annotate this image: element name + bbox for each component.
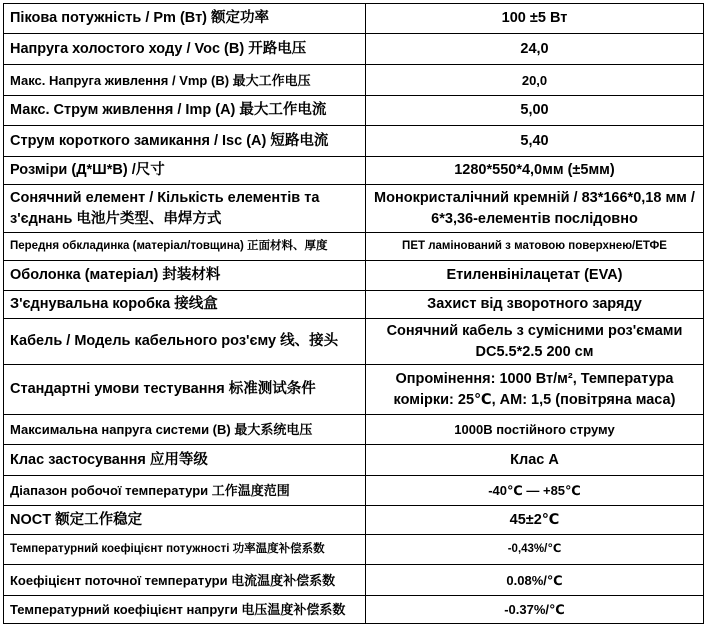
param-value: -40℃ — +85℃ <box>366 476 704 506</box>
param-value: 100 ±5 Вт <box>366 4 704 34</box>
table-row <box>4 506 704 535</box>
param-value: Клас А <box>366 445 704 476</box>
param-value: 5,00 <box>366 96 704 126</box>
param-label: Стандартні умови тестування 标准测试条件 <box>4 365 366 415</box>
param-label: Передня обкладинка (матеріал/товщина) 正面材料、厚度 <box>4 233 366 261</box>
table-row <box>4 415 704 445</box>
param-value: -0,43%/℃ <box>366 535 704 565</box>
table-row <box>4 4 704 34</box>
param-value: 5,40 <box>366 126 704 157</box>
param-value: Монокристалічний кремній / 83*166*0,18 мм / 6*3,36-елементів послідовно <box>366 185 704 233</box>
param-value: Сонячний кабель з сумісними роз'ємами DC5.5*2.5 200 см <box>366 319 704 365</box>
spec-table-body <box>4 4 704 624</box>
param-value: 0.08%/℃ <box>366 565 704 596</box>
table-row <box>4 185 704 233</box>
table-row <box>4 291 704 319</box>
param-label: Сонячний елемент / Кількість елементів та з'єднань 电池片类型、串焊方式 <box>4 185 366 233</box>
table-row <box>4 126 704 157</box>
table-row <box>4 445 704 476</box>
param-label: З'єднувальна коробка 接线盒 <box>4 291 366 319</box>
param-label: NOCT 额定工作稳定 <box>4 506 366 535</box>
param-label: Кабель / Модель кабельного роз'єму 线、接头 <box>4 319 366 365</box>
spec-table <box>3 3 704 624</box>
param-value: ПЕТ ламінований з матовою поверхнею/ЕТФЕ <box>366 233 704 261</box>
table-row <box>4 65 704 96</box>
param-label: Пікова потужність / Pm (Вт) 额定功率 <box>4 4 366 34</box>
param-value: -0.37%/℃ <box>366 596 704 624</box>
param-label: Максимальна напруга системи (В) 最大系统电压 <box>4 415 366 445</box>
param-value: Захист від зворотного заряду <box>366 291 704 319</box>
param-label: Макс. Струм живлення / Imp (A) 最大工作电流 <box>4 96 366 126</box>
param-label: Струм короткого замикання / Isc (A) 短路电流 <box>4 126 366 157</box>
param-label: Коефіцієнт поточної температури 电流温度补偿系数 <box>4 565 366 596</box>
param-label: Діапазон робочої температури 工作温度范围 <box>4 476 366 506</box>
table-row <box>4 96 704 126</box>
param-value: 1280*550*4,0мм (±5мм) <box>366 157 704 185</box>
table-row <box>4 596 704 624</box>
table-row <box>4 565 704 596</box>
table-row <box>4 233 704 261</box>
table-row <box>4 535 704 565</box>
param-label: Напруга холостого ходу / Voc (В) 开路电压 <box>4 34 366 65</box>
param-label: Макс. Напруга живлення / Vmp (В) 最大工作电压 <box>4 65 366 96</box>
table-row <box>4 261 704 291</box>
param-label: Розміри (Д*Ш*В) /尺寸 <box>4 157 366 185</box>
param-value: 1000В постійного струму <box>366 415 704 445</box>
param-label: Температурний коефіцієнт напруги 电压温度补偿系数 <box>4 596 366 624</box>
table-row <box>4 157 704 185</box>
param-label: Температурний коефіцієнт потужності 功率温度补偿系数 <box>4 535 366 565</box>
table-row <box>4 34 704 65</box>
param-label: Оболонка (матеріал) 封装材料 <box>4 261 366 291</box>
param-value: 24,0 <box>366 34 704 65</box>
param-value: 45±2℃ <box>366 506 704 535</box>
table-row <box>4 476 704 506</box>
param-value: Опромінення: 1000 Вт/м², Температура комірки: 25℃, AM: 1,5 (повітряна маса) <box>366 365 704 415</box>
table-row <box>4 319 704 365</box>
param-label: Клас застосування 应用等级 <box>4 445 366 476</box>
param-value: 20,0 <box>366 65 704 96</box>
param-value: Етиленвінілацетат (EVA) <box>366 261 704 291</box>
table-row <box>4 365 704 415</box>
